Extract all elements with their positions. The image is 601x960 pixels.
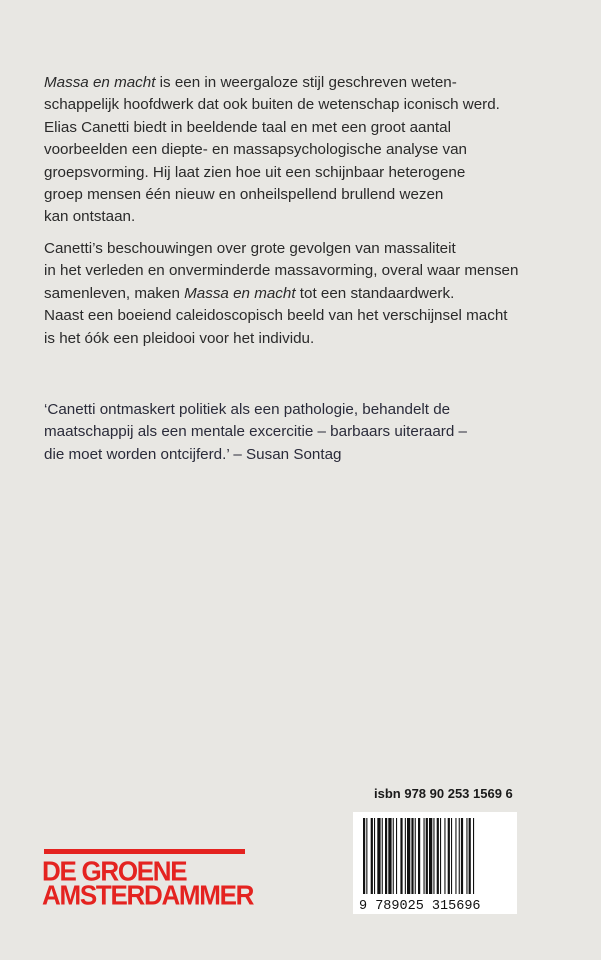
barcode-bar <box>385 818 387 894</box>
barcode-bar <box>429 818 432 894</box>
isbn-label: isbn 978 90 253 1569 6 <box>374 786 513 801</box>
publisher-logo-line-1: DE GROENE <box>42 854 187 888</box>
barcode-bar <box>382 818 383 894</box>
barcode-bar <box>366 818 367 894</box>
barcode-bar <box>424 818 425 894</box>
blurb-text: in het verleden en onverminderde massavorming, overal waar mensen <box>44 262 519 280</box>
blurb-text: voorbeelden een diepte- en massapsychologische analyse van <box>44 141 467 159</box>
barcode-bar <box>405 818 406 894</box>
review-quote <box>44 399 564 466</box>
blurb-paragraph-1 <box>44 72 564 229</box>
blurb-text: samenleven, maken <box>44 284 185 302</box>
barcode-bar <box>466 818 467 894</box>
barcode-bar <box>396 818 397 894</box>
blurb-text: Elias Canetti biedt in beeldende taal en met een groot aantal <box>44 118 451 136</box>
blurb-text: Naast een boeiend caleidoscopisch beeld van het verschijnsel macht <box>44 307 508 325</box>
blurb-text: kan ontstaan. <box>44 208 136 226</box>
barcode-bar <box>411 818 413 894</box>
barcode-digits: 9 789025 315696 <box>359 899 481 914</box>
publisher-logo-bar <box>44 849 245 854</box>
barcode-bars <box>363 818 474 894</box>
isbn-barcode <box>353 812 517 914</box>
barcode-bar <box>448 818 450 894</box>
blurb-paragraph-2 <box>44 238 564 350</box>
barcode-bar <box>469 818 471 894</box>
barcode-bar <box>400 818 402 894</box>
barcode-bar <box>374 818 375 894</box>
barcode-bar <box>473 818 474 894</box>
barcode-bar <box>455 818 456 894</box>
blurb-text: tot een standaardwerk. <box>295 284 455 302</box>
blurb-text: is een in weergaloze stijl geschreven weten- <box>155 74 457 91</box>
barcode-bar <box>459 818 460 894</box>
blurb-text: groep mensen één nieuw en onheilspellend brullend wezen <box>44 186 444 204</box>
barcode-bar <box>363 818 365 894</box>
book-title-text: Massa en macht <box>184 284 296 302</box>
barcode-bar <box>440 818 441 894</box>
barcode-bar <box>388 818 391 894</box>
book-title-text: Massa en macht <box>44 74 156 91</box>
quote-line: die moet worden ontcijferd.’ – Susan Sontag <box>44 445 342 463</box>
barcode-bar <box>451 818 452 894</box>
barcode-bar <box>437 818 439 894</box>
barcode-bar <box>371 818 373 894</box>
blurb-text: groepsvorming. Hij laat zien hoe uit een schijnbaar heterogene <box>44 163 466 181</box>
barcode-bar <box>407 818 410 894</box>
barcode-bar <box>415 818 416 894</box>
barcode-bar <box>393 818 394 894</box>
blurb-text: is het óók een pleidooi voor het individu. <box>44 329 315 347</box>
quote-line: maatschappij als een mentale excercitie – barbaars uiteraard – <box>44 423 467 441</box>
barcode-bar <box>377 818 380 894</box>
quote-line: ‘Canetti ontmaskert politiek als een pathologie, behandelt de <box>44 401 451 418</box>
publisher-logo <box>42 854 254 912</box>
barcode-bar <box>426 818 428 894</box>
barcode-bar <box>433 818 434 894</box>
barcode-bar <box>461 818 463 894</box>
publisher-logo-line-2: AMSTERDAMMER <box>42 878 254 912</box>
barcode-bar <box>418 818 420 894</box>
barcode-bar <box>444 818 445 894</box>
blurb-text: schappelijk hoofdwerk dat ook buiten de wetenschap iconisch werd. <box>44 96 500 114</box>
blurb-text: Canetti’s beschouwingen over grote gevolgen van massaliteit <box>44 240 456 257</box>
